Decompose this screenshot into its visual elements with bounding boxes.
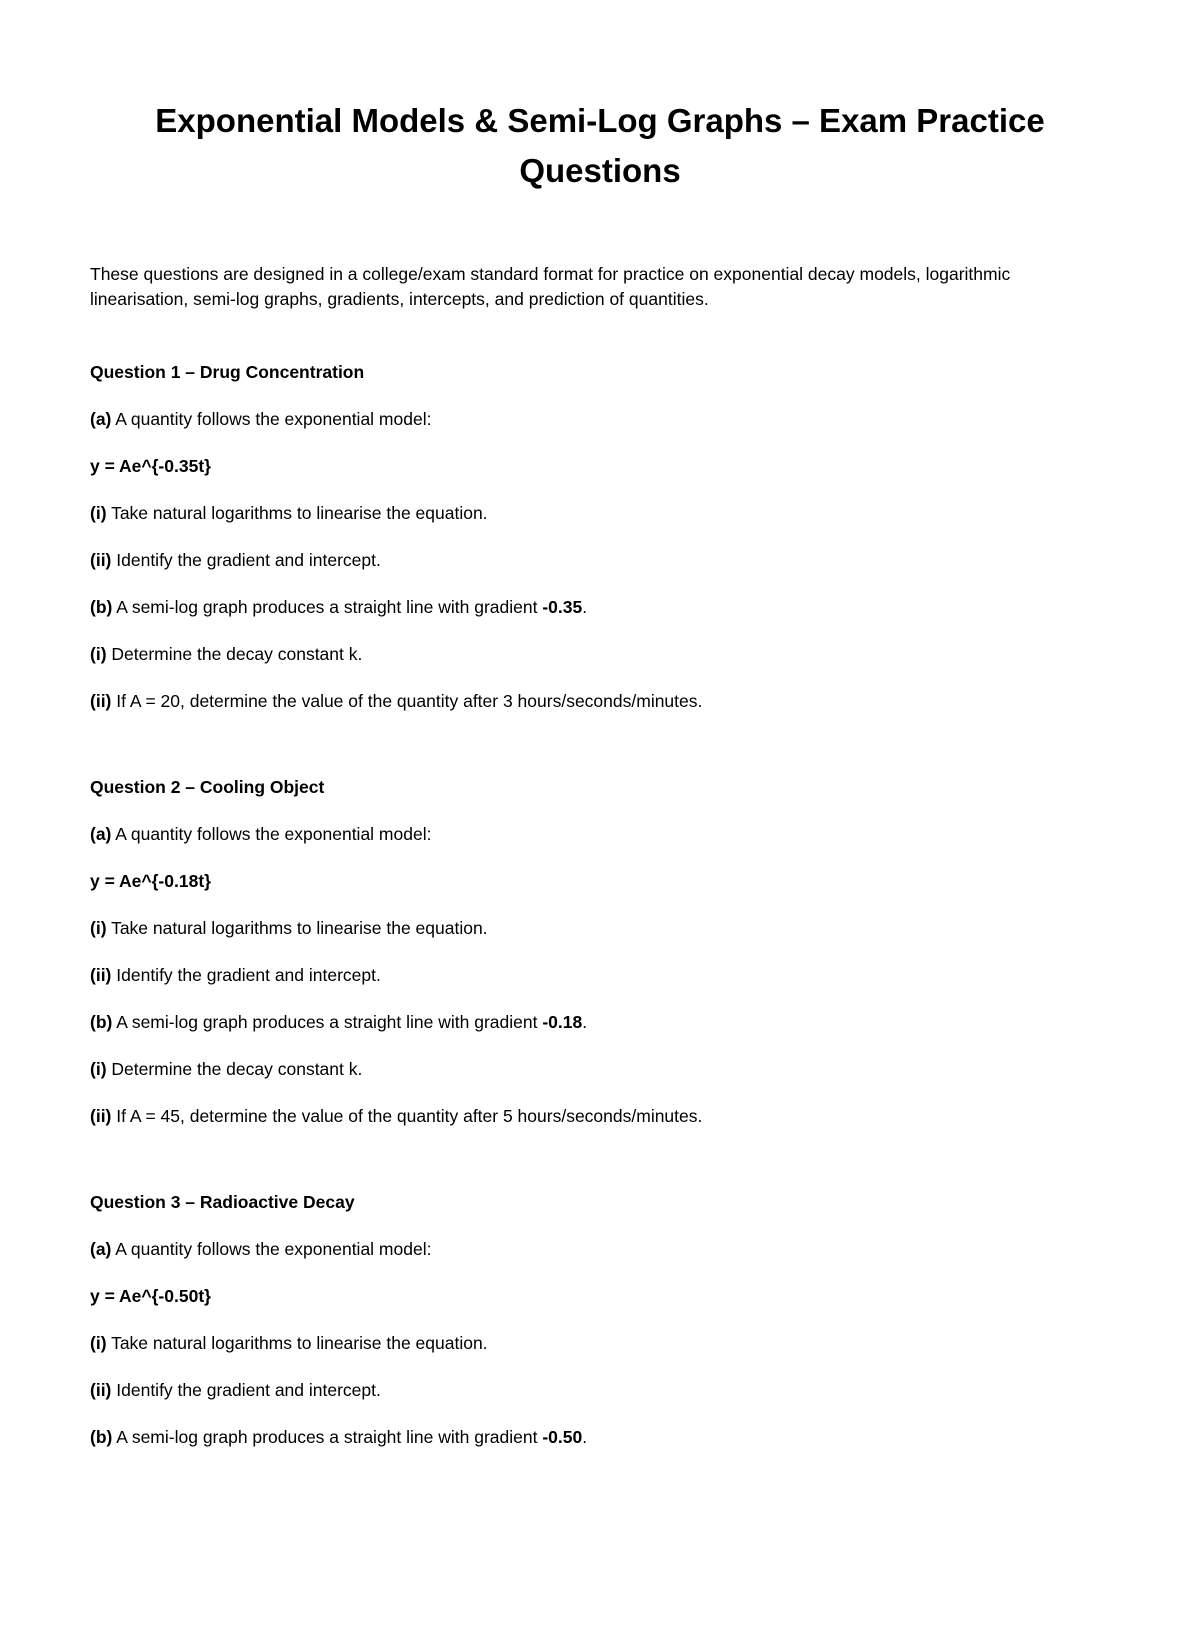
part-text: Identify the gradient and intercept.	[111, 1380, 381, 1400]
part-text: If A = 20, determine the value of the quantity after 3 hours/seconds/minutes.	[111, 691, 703, 711]
question-part-b-ii	[90, 1104, 1110, 1128]
part-label: (ii)	[90, 691, 112, 711]
part-text: Take natural logarithms to linearise the equation.	[106, 1333, 488, 1353]
part-text: Identify the gradient and intercept.	[111, 550, 381, 570]
question-part-b-ii	[90, 689, 1110, 713]
part-text: Take natural logarithms to linearise the equation.	[106, 503, 488, 523]
part-label: (ii)	[90, 550, 112, 570]
question-part-a	[90, 822, 1110, 846]
part-text: A semi-log graph produces a straight line with gradient	[112, 1427, 543, 1447]
part-label: (i)	[90, 1059, 107, 1079]
question-heading: Question 3 – Radioactive Decay	[90, 1192, 355, 1212]
part-suffix: .	[582, 1012, 588, 1032]
question-3	[90, 1190, 1110, 1449]
question-part-b-i	[90, 1057, 1110, 1081]
question-part-a-ii	[90, 963, 1110, 987]
question-part-a	[90, 1237, 1110, 1261]
part-label: (a)	[90, 824, 112, 844]
part-text: Determine the decay constant k.	[106, 1059, 363, 1079]
question-part-b	[90, 595, 1110, 619]
part-text: Take natural logarithms to linearise the equation.	[106, 918, 488, 938]
part-label: (ii)	[90, 1106, 112, 1126]
part-suffix: .	[582, 1427, 588, 1447]
part-text: If A = 45, determine the value of the quantity after 5 hours/seconds/minutes.	[111, 1106, 703, 1126]
part-label: (i)	[90, 918, 107, 938]
document-page	[0, 96, 1200, 1649]
model-equation: y = Ae^{-0.18t}	[90, 871, 211, 891]
part-label: (b)	[90, 1012, 113, 1032]
gradient-value: -0.35	[542, 597, 583, 617]
part-text: A semi-log graph produces a straight line with gradient	[112, 597, 543, 617]
question-part-a	[90, 407, 1110, 431]
part-text: A quantity follows the exponential model:	[111, 824, 432, 844]
part-text: A quantity follows the exponential model:	[111, 409, 432, 429]
part-text: Determine the decay constant k.	[106, 644, 363, 664]
intro-paragraph: These questions are designed in a college/exam standard format for practice on exponential decay models, logarithmic linearisation, semi-log graphs, gradients, intercepts, and prediction of quantities.	[90, 264, 1011, 309]
question-part-a-i	[90, 1331, 1110, 1355]
question-part-a-ii	[90, 548, 1110, 572]
part-label: (i)	[90, 1333, 107, 1353]
part-label: (ii)	[90, 965, 112, 985]
question-1	[90, 360, 1110, 713]
part-text: A semi-log graph produces a straight line with gradient	[112, 1012, 543, 1032]
question-2	[90, 775, 1110, 1128]
question-part-a-ii	[90, 1378, 1110, 1402]
model-equation: y = Ae^{-0.35t}	[90, 456, 211, 476]
question-part-b-i	[90, 642, 1110, 666]
gradient-value: -0.50	[542, 1427, 583, 1447]
model-equation: y = Ae^{-0.50t}	[90, 1286, 211, 1306]
part-text: Identify the gradient and intercept.	[111, 965, 381, 985]
question-part-a-i	[90, 916, 1110, 940]
part-label: (i)	[90, 503, 107, 523]
page-title: Exponential Models & Semi-Log Graphs – Exam Practice Questions	[155, 102, 1045, 189]
question-heading: Question 1 – Drug Concentration	[90, 362, 365, 382]
part-text: A quantity follows the exponential model:	[111, 1239, 432, 1259]
question-part-b	[90, 1010, 1110, 1034]
gradient-value: -0.18	[542, 1012, 583, 1032]
part-label: (a)	[90, 409, 112, 429]
question-part-a-i	[90, 501, 1110, 525]
question-part-b	[90, 1425, 1110, 1449]
part-suffix: .	[582, 597, 588, 617]
question-heading: Question 2 – Cooling Object	[90, 777, 325, 797]
part-label: (b)	[90, 597, 113, 617]
part-label: (i)	[90, 644, 107, 664]
part-label: (b)	[90, 1427, 113, 1447]
part-label: (a)	[90, 1239, 112, 1259]
part-label: (ii)	[90, 1380, 112, 1400]
